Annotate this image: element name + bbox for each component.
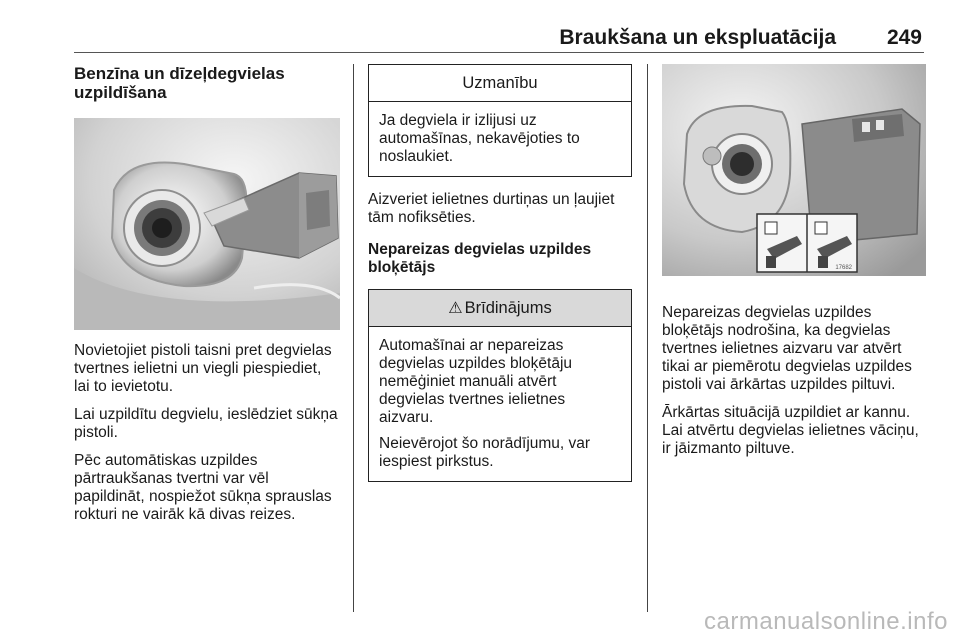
section-heading: Benzīna un dīzeļdegvielas uzpildīšana	[74, 64, 285, 102]
warning-triangle-icon: ⚠	[448, 300, 463, 317]
paragraph: Pēc automātiskas uzpildes pārtraukšanas tvertni var vēl papildināt, nospiežot sūkņa sprauslas rokturi ne vairāk kā divas reizes.	[74, 452, 332, 523]
column-right	[662, 64, 926, 468]
caution-text: Ja degviela ir izlijusi uz automašīnas, nekavējoties to noslaukiet.	[379, 112, 580, 165]
column-divider	[353, 64, 354, 612]
misfuel-inhibitor-photo	[662, 64, 926, 276]
paragraph: Lai uzpildītu degvielu, ieslēdziet sūkņa pistoli.	[74, 406, 338, 441]
warning-box	[368, 289, 632, 482]
caution-box	[368, 64, 632, 177]
warning-text: Automašīnai ar nepareizas degvielas uzpildes bloķētāju nemēģiniet manuāli atvērt degvielas tvertnes ielietnes aizvaru.	[379, 337, 573, 426]
page-header	[74, 26, 924, 53]
paragraph: Aizveriet ielietnes durtiņas un ļaujiet tām nofiksēties.	[368, 191, 615, 226]
photo-code: 17682	[835, 265, 852, 271]
warning-header	[369, 290, 631, 327]
page-title: Braukšana un ekspluatācija	[559, 26, 836, 49]
paragraph: Nepareizas degvielas uzpildes bloķētājs nodrošina, ka degvielas tvertnes ielietnes aizvaru var atvērt tikai ar piemērotu degvielas uzpildes pistoli vai ārkārtas uzpildes piltuvi.	[662, 304, 912, 393]
page-number: 249	[886, 26, 922, 49]
sub-heading: Nepareizas degvielas uzpildes bloķētājs	[368, 241, 592, 276]
warning-title: Brīdinājums	[464, 298, 552, 317]
paragraph: Novietojiet pistoli taisni pret degvielas tvertnes ielietni un viegli piespiediet, lai to ievietotu.	[74, 342, 332, 395]
column-divider	[647, 64, 648, 612]
caution-title: Uzmanību	[369, 65, 631, 102]
paragraph: Ārkārtas situācijā uzpildiet ar kannu. Lai atvērtu degvielas ielietnes vāciņu, ir jāizmanto piltuve.	[662, 404, 919, 457]
column-middle	[368, 64, 632, 496]
column-left	[74, 64, 340, 534]
warning-text: Neievērojot šo norādījumu, var iespiest pirkstus.	[379, 435, 591, 470]
watermark: carmanualsonline.info	[704, 608, 948, 635]
fuel-flap-photo	[74, 118, 340, 330]
